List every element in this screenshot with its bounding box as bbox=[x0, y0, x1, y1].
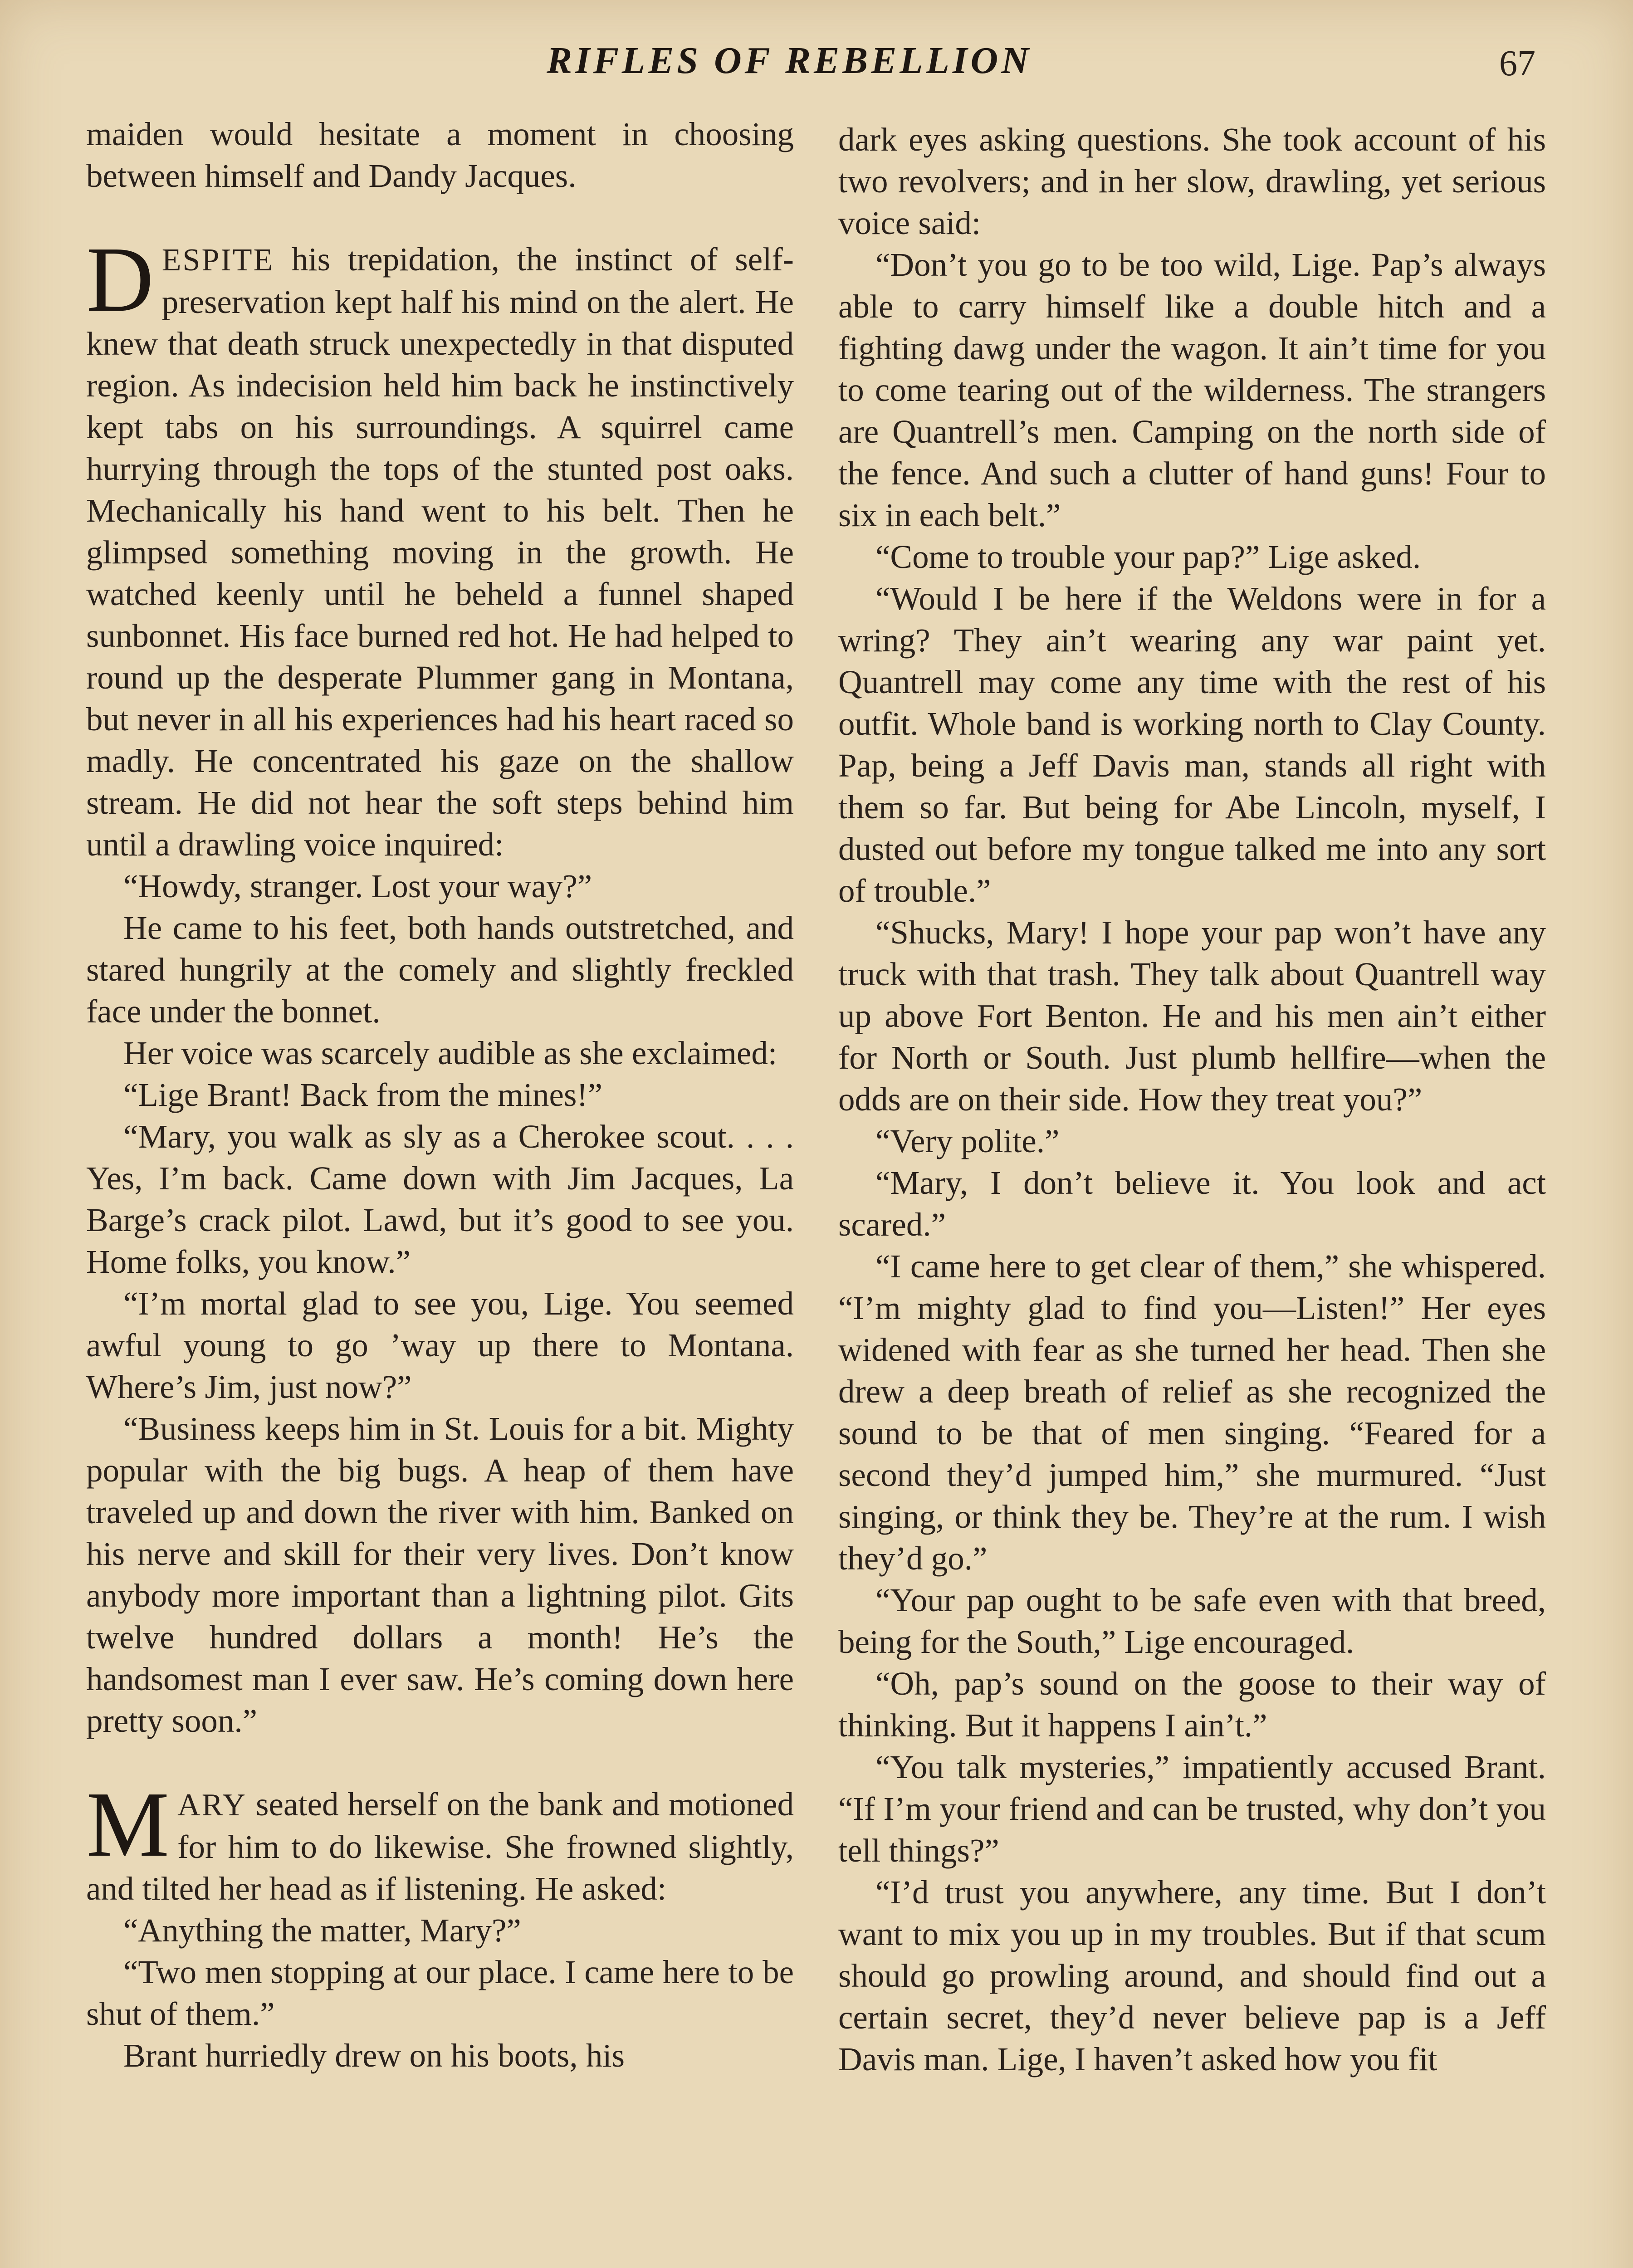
paragraph: “Two men stopping at our place. I came here to be shut of them.” bbox=[86, 1954, 794, 2032]
paragraph: “Mary, I don’t believe it. You look and act scared.” bbox=[838, 1164, 1546, 1243]
paragraph: “Business keeps him in St. Louis for a bit. Mighty popular with the big bugs. A heap of them have traveled up and down the river with him. Banked on his nerve and skill for their very lives. Don’t know anybody more important than a lightning pilot. Gits twelve hundred dollars a month! He’s the handsomest man I ever saw. He’s coming down here pretty soon.” bbox=[86, 1410, 794, 1739]
paragraph: “Would I be here if the Weldons were in for a wring? They ain’t wearing any war paint yet. Quantrell may come any time with the rest of his outfit. Whole band is working north to Clay County. Pap, being a Jeff Davis man, stands all right with them so far. But being for Abe Lincoln, myself, I dusted out before my tongue talked me into any sort of trouble.” bbox=[838, 580, 1546, 909]
section-opening-paragraph bbox=[86, 227, 794, 865]
paragraph: “Oh, pap’s sound on the goose to their way of thinking. But it happens I ain’t.” bbox=[838, 1665, 1546, 1744]
paragraph: Her voice was scarcely audible as she exclaimed: bbox=[123, 1035, 777, 1071]
paragraph: “Anything the matter, Mary?” bbox=[123, 1912, 521, 1949]
continued-paragraph: dark eyes asking questions. She took account of his two revolvers; and in her slow, drawling, yet serious voice said: bbox=[838, 121, 1546, 241]
paragraph: “I’d trust you anywhere, any time. But I don’t want to mix you up in my troubles. But if that scum should go prowling around, and should find out a certain secret, they’d never believe pap is a Jeff Davis man. Lige, I haven’t asked how you fit bbox=[838, 1874, 1546, 2077]
paragraph: “Your pap ought to be safe even with that breed, being for the South,” Lige encouraged. bbox=[838, 1582, 1546, 1660]
lead-in-word: ARY bbox=[177, 1788, 247, 1823]
running-title: RIFLES OF REBELLION bbox=[547, 39, 1032, 82]
paragraph: “Mary, you walk as sly as a Cherokee scout. . . . Yes, I’m back. Came down with Jim Jacques, La Barge’s crack pilot. Lawd, but it’s good to see you. Home folks, you know.” bbox=[86, 1118, 794, 1280]
page-number: 67 bbox=[1499, 44, 1535, 83]
left-column bbox=[86, 113, 794, 2077]
right-column bbox=[838, 119, 1546, 2080]
paragraph: “Come to trouble your pap?” Lige asked. bbox=[875, 538, 1421, 575]
paragraph: “I came here to get clear of them,” she whispered. “I’m mighty glad to find you—Listen!” Her eyes widened with fear as she turned her head. Then she drew a deep breath of relief as she recognized the sound to be that of men singing. “Feared for a second they’d jumped him,” she murmured. “Just singing, or think they be. They’re at the rum. I wish they’d go.” bbox=[838, 1248, 1546, 1577]
paragraph: “Very polite.” bbox=[875, 1123, 1060, 1159]
paragraph-text: seated herself on the bank and motioned for him to do likewise. She frowned slightly, and tilted her head as if listening. He asked: bbox=[86, 1786, 794, 1907]
paragraph: “Howdy, stranger. Lost your way?” bbox=[123, 868, 592, 904]
lead-in-word: ESPITE bbox=[161, 243, 274, 278]
paragraph: “Lige Brant! Back from the mines!” bbox=[123, 1076, 603, 1113]
drop-cap: M bbox=[86, 1772, 170, 1876]
paragraph: “Don’t you go to be too wild, Lige. Pap’s always able to carry himself like a double hitch and a fighting dawg under the wagon. It ain’t time for you to come tearing out of the wilderness. The strangers are Quantrell’s men. Camping on the north side of the fence. And such a clutter of hand guns! Four to six in each belt.” bbox=[838, 246, 1546, 533]
continued-paragraph: maiden would hesitate a moment in choosing between himself and Dandy Jacques. bbox=[86, 116, 794, 194]
paragraph: Brant hurriedly drew on his boots, his bbox=[123, 2037, 625, 2074]
paragraph: “You talk mysteries,” impatiently accused Brant. “If I’m your friend and can be trusted, why don’t you tell things?” bbox=[838, 1749, 1546, 1869]
paragraph-text: his trepidation, the instinct of self-preservation kept half his mind on the alert. He knew that death struck unexpectedly in that disputed region. As indecision held him back he instinctively kept tabs on his surroundings. A squirrel came hurrying through the tops of the stunted post oaks. Mechanically his hand went to his belt. Then he glimpsed something moving in the growth. He watched keenly until he beheld a funnel shaped sunbonnet. His face burned red hot. He had helped to round up the desperate Plummer gang in Montana, but never in all his experiences had his heart raced so madly. He concentrated his gaze on the shallow stream. He did not hear the soft steps behind him until a drawling voice inquired: bbox=[86, 241, 794, 863]
paragraph: “I’m mortal glad to see you, Lige. You seemed awful young to go ’way up there to Montana. Where’s Jim, just now?” bbox=[86, 1285, 794, 1405]
drop-cap: D bbox=[86, 227, 154, 331]
section-opening-paragraph bbox=[86, 1772, 794, 1910]
paragraph: He came to his feet, both hands outstretched, and stared hungrily at the comely and slightly freckled face under the bonnet. bbox=[86, 909, 794, 1030]
paragraph: “Shucks, Mary! I hope your pap won’t have any truck with that trash. They talk about Quantrell way up above Fort Benton. He and his men ain’t either for North or South. Just plumb hellfire—when the odds are on their side. How they treat you?” bbox=[838, 914, 1546, 1118]
